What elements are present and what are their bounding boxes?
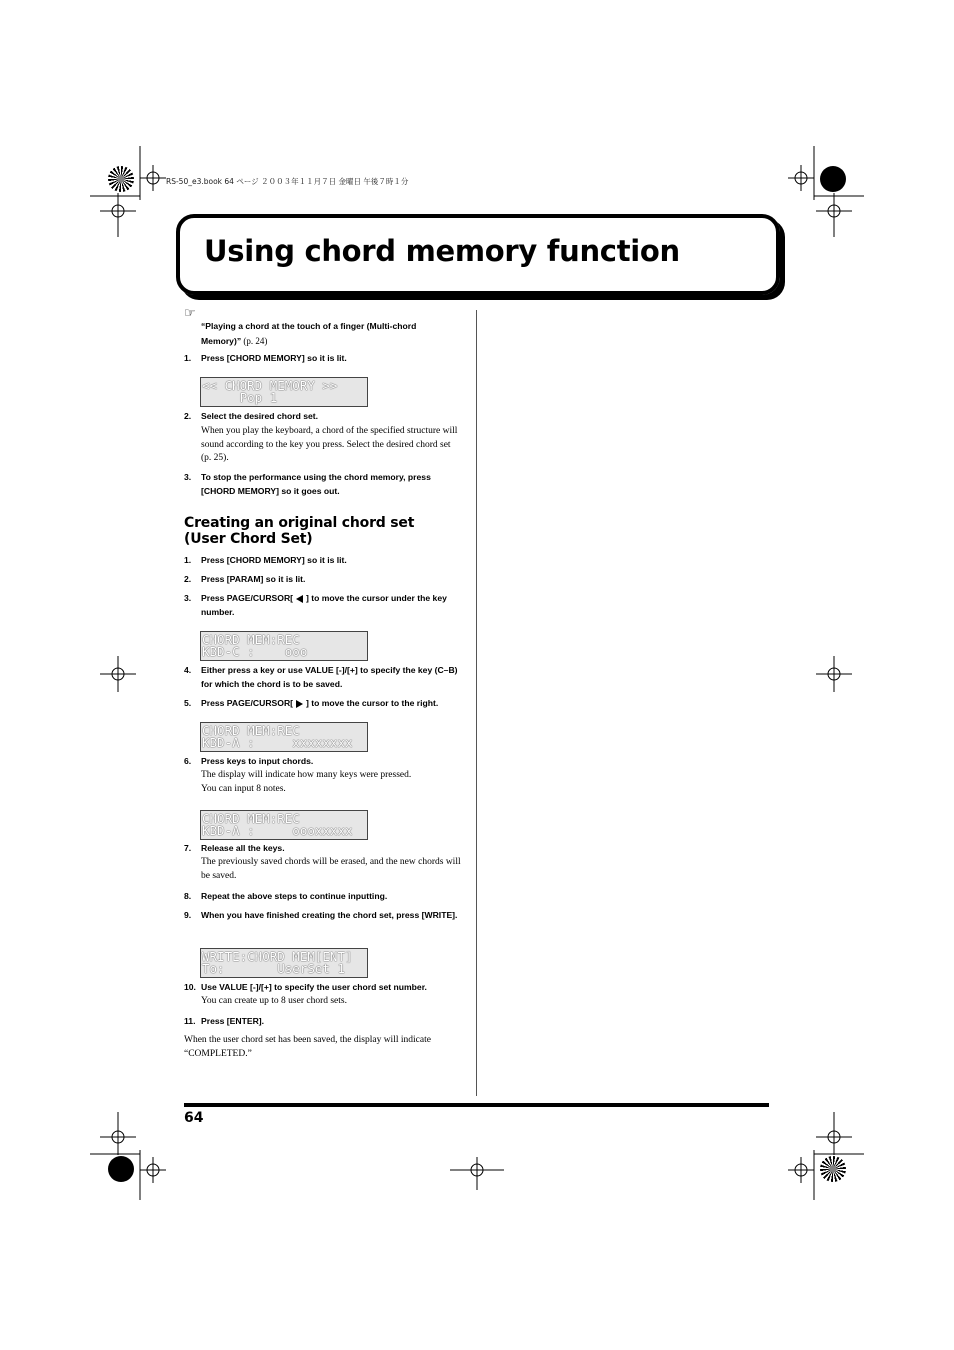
step-number: 8. — [184, 891, 192, 901]
step-text: Either press a key or use VALUE [-]/[+] to specify the key (C–B) for which the chord is to be saved. — [201, 665, 458, 689]
cursor-left-icon — [296, 595, 303, 603]
step-body: The previously saved chords will be erased, and the new chords will be saved. — [201, 857, 461, 881]
step-number: 7. — [184, 843, 192, 853]
page-title: Using chord memory function — [204, 234, 680, 268]
lcd-line-2: KBD-C : ooo — [202, 644, 308, 659]
step-5 — [184, 696, 464, 710]
step-body: The display will indicate how many keys were pressed. — [201, 770, 412, 780]
reference-page: (p. 24) — [241, 336, 268, 346]
step-text: Select the desired chord set. — [201, 411, 319, 421]
section-heading-line-1: Creating an original chord set — [184, 515, 415, 531]
footer-rule — [184, 1103, 769, 1107]
step-number: 4. — [184, 665, 192, 675]
step-text-b: ] to move the cursor under the key number. — [201, 593, 447, 617]
reference-note — [201, 318, 451, 349]
step-1 — [184, 553, 464, 567]
step-text-a: Press PAGE/CURSOR[ — [201, 698, 294, 708]
step-number: 2. — [184, 574, 192, 584]
step-text: To stop the performance using the chord memory, press [CHORD MEMORY] so it goes out. — [201, 472, 431, 496]
step-text: Release all the keys. — [201, 843, 285, 853]
step-body: You can create up to 8 user chord sets. — [201, 996, 347, 1006]
step-number: 11. — [184, 1016, 196, 1026]
page-number: 64 — [184, 1110, 204, 1126]
step-2 — [184, 409, 464, 423]
lcd-line-1: CHORD MEM:REC — [202, 811, 300, 826]
step-body: When you play the keyboard, a chord of the specified structure will sound according to the key you press. Select the desired chord set (p. 25). — [201, 426, 458, 463]
step-number: 10. — [184, 982, 196, 992]
step-4 — [184, 663, 464, 691]
step-2 — [184, 572, 464, 586]
lcd-line-1: CHORD MEM:REC — [202, 632, 300, 647]
step-6 — [184, 754, 464, 768]
step-1 — [184, 351, 464, 365]
lcd-line-2: KBD-A : oooxxxxx — [202, 823, 353, 838]
step-text: Repeat the above steps to continue inputting. — [201, 891, 388, 901]
step-8 — [184, 889, 464, 903]
step-11 — [184, 1014, 464, 1028]
column-divider — [476, 310, 477, 1096]
step-text: Press [CHORD MEMORY] so it is lit. — [201, 353, 347, 363]
step-number: 6. — [184, 756, 192, 766]
lcd-display-rec-c — [200, 631, 368, 661]
lcd-display-write — [200, 948, 368, 978]
lcd-line-2: To: UserSet 1 — [202, 961, 345, 976]
lcd-line-2: KBD-A : xxxxxxxx — [202, 735, 353, 750]
step-9 — [184, 908, 464, 922]
lcd-line-2: Pop 1 — [202, 390, 278, 405]
lcd-display-chord-memory — [200, 377, 368, 407]
step-3 — [184, 591, 464, 619]
lcd-display-rec-a-input — [200, 810, 368, 840]
step-number: 9. — [184, 910, 192, 920]
section-heading — [184, 515, 414, 547]
cursor-right-icon — [296, 700, 303, 708]
step-text: Press [PARAM] so it is lit. — [201, 574, 306, 584]
step-body: You can input 8 notes. — [201, 784, 286, 794]
print-header-info: RS-50_e3.book 64 ページ ２００３年１１月７日 金曜日 午後７時１分 — [166, 177, 409, 186]
pointing-hand-icon: ☞ — [184, 306, 196, 321]
step-text: Press [ENTER]. — [201, 1016, 265, 1026]
step-number: 5. — [184, 698, 192, 708]
step-text-b: ] to move the cursor to the right. — [306, 698, 439, 708]
step-number: 1. — [184, 353, 192, 363]
lcd-line-1: WRITE:CHORD MEM[ENT] — [202, 949, 353, 964]
step-text-a: Press PAGE/CURSOR[ — [201, 593, 294, 603]
step-text: When you have finished creating the chord set, press [WRITE]. — [201, 910, 458, 920]
step-text: Press keys to input chords. — [201, 756, 314, 766]
section-heading-line-2: (User Chord Set) — [184, 531, 313, 547]
step-text — [201, 591, 464, 619]
step-7 — [184, 841, 464, 855]
reference-link[interactable]: “Playing a chord at the touch of a finger (Multi-chord Memory)” — [201, 321, 417, 346]
step-text: Use VALUE [-]/[+] to specify the user chord set number. — [201, 982, 427, 992]
lcd-display-rec-a-empty — [200, 722, 368, 752]
step-number: 3. — [184, 472, 192, 482]
step-10 — [184, 980, 464, 994]
step-3 — [184, 470, 464, 498]
lcd-line-1: << CHORD MEMORY >> — [202, 378, 338, 393]
closing-note: When the user chord set has been saved, the display will indicate “COMPLETED.” — [184, 1035, 431, 1059]
step-number: 2. — [184, 411, 192, 421]
step-number: 1. — [184, 555, 192, 565]
lcd-line-1: CHORD MEM:REC — [202, 723, 300, 738]
step-text — [201, 696, 464, 710]
step-text: Press [CHORD MEMORY] so it is lit. — [201, 555, 347, 565]
step-number: 3. — [184, 593, 192, 603]
